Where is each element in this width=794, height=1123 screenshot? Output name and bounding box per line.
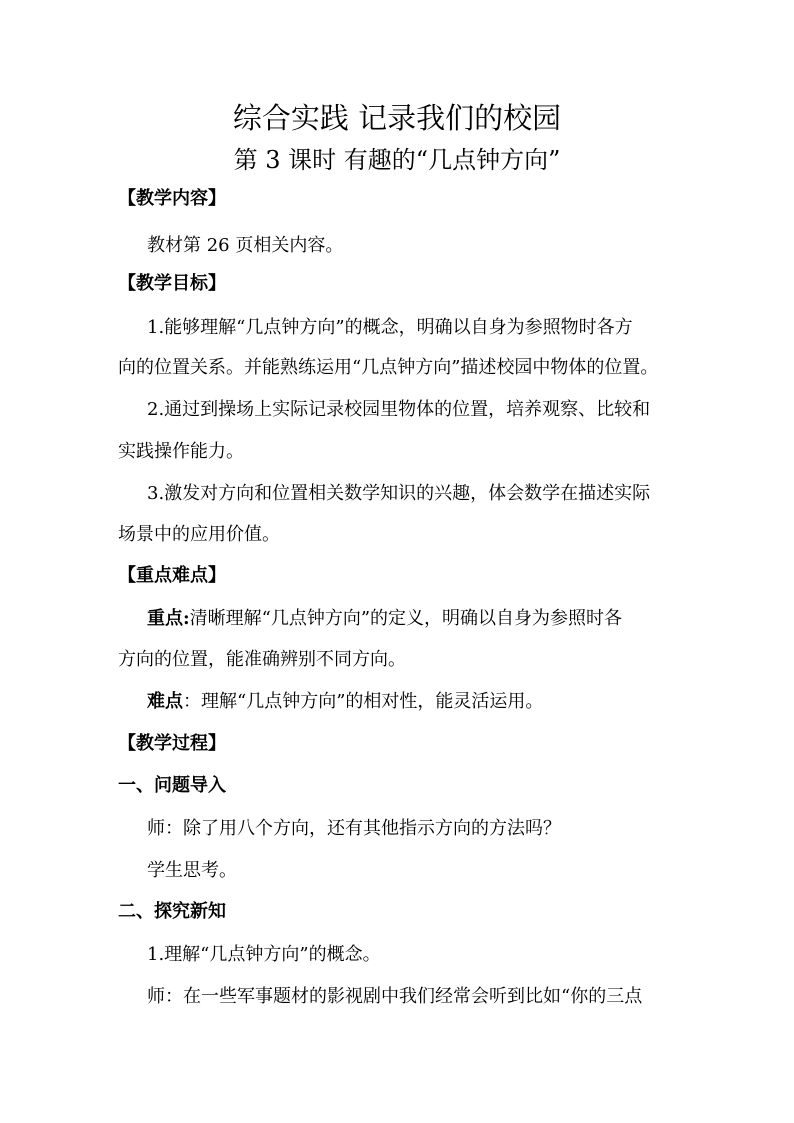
goal-3-line-2: 场景中的应用价值。 xyxy=(118,524,280,545)
key-point-line-2: 方向的位置，能准确辨别不同方向。 xyxy=(118,649,406,670)
section-heading-key-points: 【重点难点】 xyxy=(118,565,226,586)
part-1-line-1: 师：除了用八个方向，还有其他指示方向的方法吗？ xyxy=(147,818,561,839)
part-2-line-1: 1.理解“几点钟方向”的概念。 xyxy=(147,944,381,965)
difficulty-text: ：理解“几点钟方向”的相对性，能灵活运用。 xyxy=(183,691,544,712)
part-2-title: 二、探究新知 xyxy=(118,901,226,922)
key-point-label: 重点: xyxy=(147,608,190,629)
part-1-line-2: 学生思考。 xyxy=(147,860,237,881)
difficulty-label: 难点 xyxy=(147,691,183,712)
page-title: 综合实践 记录我们的校园 xyxy=(232,101,562,135)
goal-1-line-1: 1.能够理解“几点钟方向”的概念，明确以自身为参照物时各方 xyxy=(147,317,633,338)
part-2-line-2: 师：在一些军事题材的影视剧中我们经常会听到比如“你的三点 xyxy=(147,986,643,1007)
goal-3-line-1: 3.激发对方向和位置相关数学知识的兴趣，体会数学在描述实际 xyxy=(147,483,651,504)
goal-1-line-2: 向的位置关系。并能熟练运用“几点钟方向”描述校园中物体的位置。 xyxy=(118,357,659,378)
goal-2-line-1: 2.通过到操场上实际记录校园里物体的位置，培养观察、比较和 xyxy=(147,399,651,420)
section-heading-goals: 【教学目标】 xyxy=(118,273,226,294)
key-point-text: 清晰理解“几点钟方向”的定义，明确以自身为参照时各 xyxy=(189,608,623,629)
section-heading-content: 【教学内容】 xyxy=(118,188,226,209)
key-point-line-1 xyxy=(147,606,678,632)
section-heading-process: 【教学过程】 xyxy=(118,733,226,754)
part-1-title: 一、问题导入 xyxy=(118,775,226,796)
lesson-subtitle: 第 3 课时 有趣的“几点钟方向” xyxy=(233,146,561,174)
difficulty-line xyxy=(147,689,678,715)
goal-2-line-2: 实践操作能力。 xyxy=(118,441,244,462)
content-text: 教材第 26 页相关内容。 xyxy=(147,235,344,256)
